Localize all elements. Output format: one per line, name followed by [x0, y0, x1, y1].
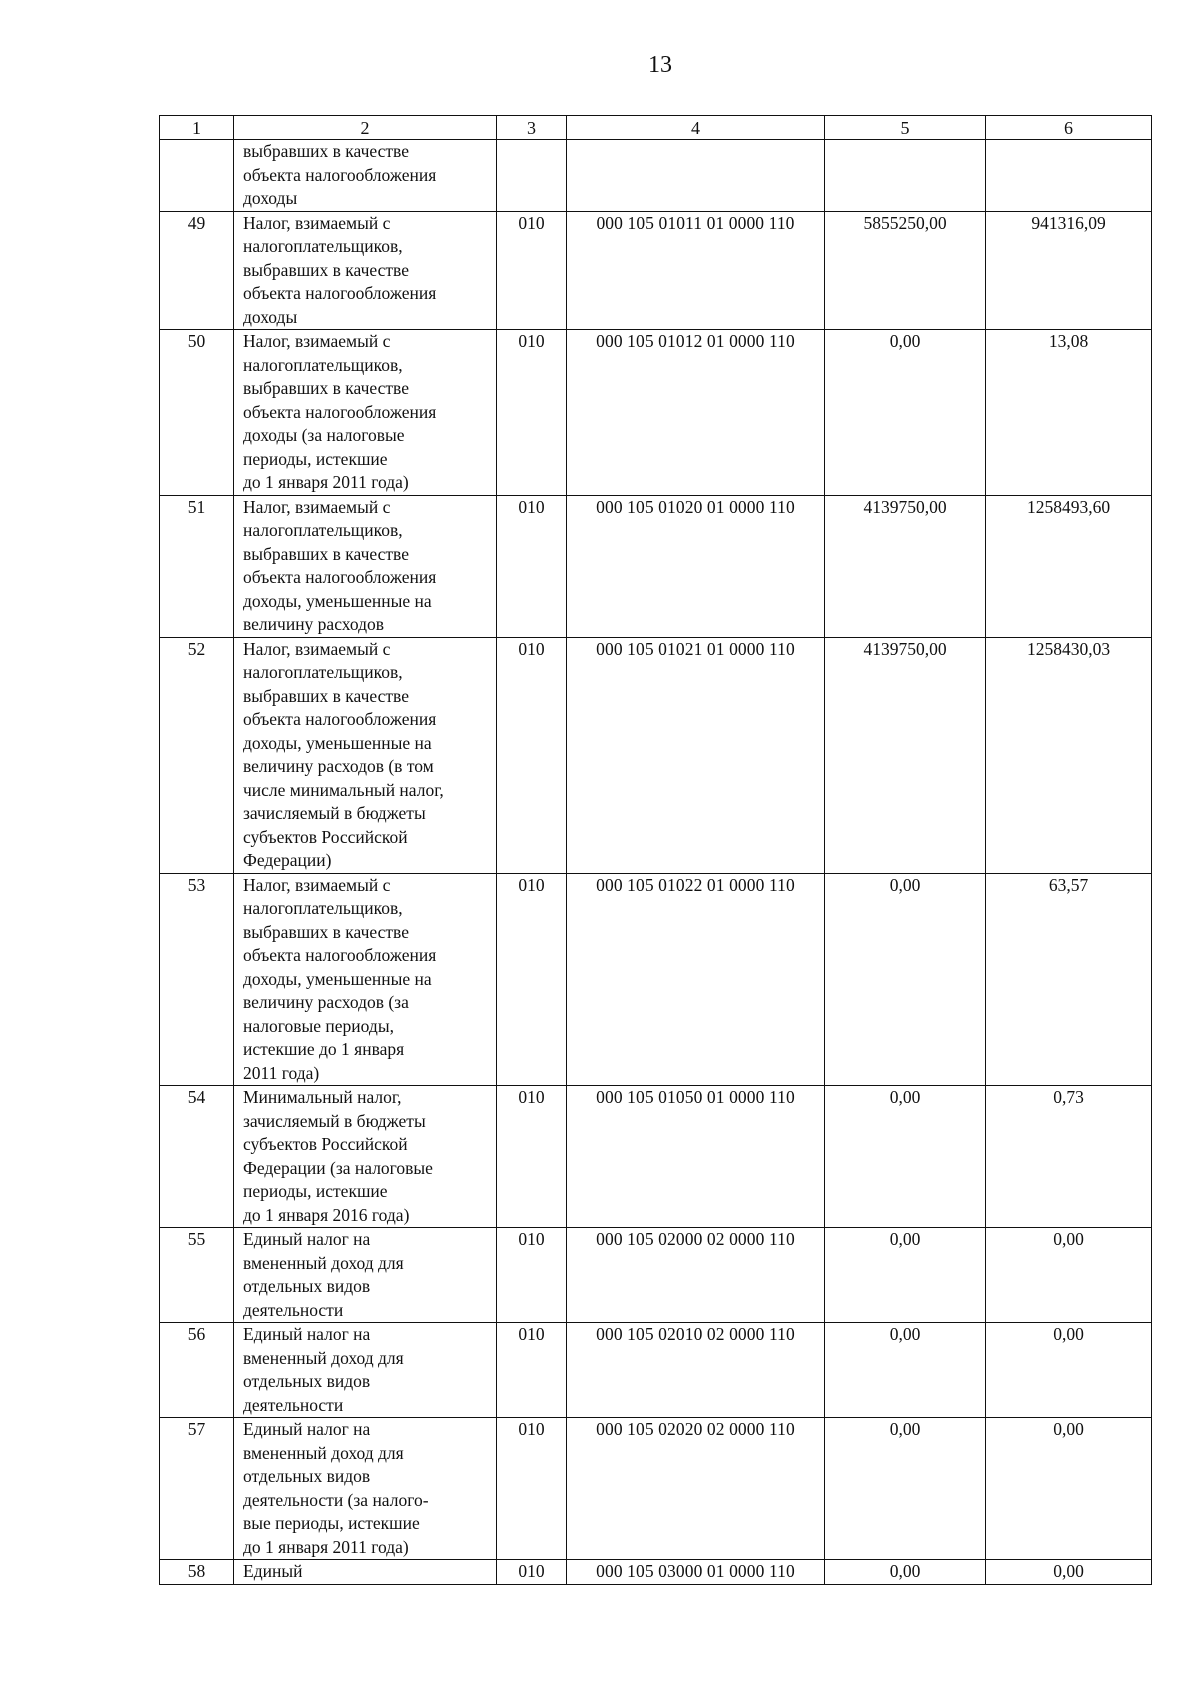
indicator-name-line: зачисляемый в бюджеты — [243, 803, 426, 823]
table-row — [160, 637, 1152, 873]
column-header: 4 — [567, 116, 825, 140]
indicator-name-cell — [234, 1086, 497, 1228]
indicator-name-line: налоговые периоды, — [243, 1015, 394, 1036]
executed-amount-cell — [986, 140, 1152, 212]
indicator-name-line: Федерации (за налоговые — [243, 1157, 433, 1178]
executed-amount-cell: 0,00 — [986, 1323, 1152, 1418]
line-code-cell: 010 — [497, 1560, 567, 1585]
page-number: 13 — [648, 52, 672, 78]
indicator-name-line: вмененный доход для — [243, 1347, 404, 1368]
indicator-name-line: вые периоды, истекшие — [243, 1513, 420, 1533]
budget-classification-code-cell: 000 105 03000 01 0000 110 — [567, 1560, 825, 1585]
table-row — [160, 873, 1152, 1086]
table-row — [160, 495, 1152, 637]
indicator-name-line: налогоплательщиков, — [243, 898, 403, 918]
indicator-name-line: доходы, уменьшенные на — [243, 590, 432, 611]
approved-amount-cell: 0,00 — [825, 1228, 986, 1323]
indicator-name-cell — [234, 1560, 497, 1585]
approved-amount-cell: 0,00 — [825, 1418, 986, 1560]
table-row — [160, 1560, 1152, 1585]
indicator-name-line: налогоплательщиков, — [243, 354, 403, 375]
indicator-name-cell — [234, 140, 497, 212]
line-code-cell: 010 — [497, 1086, 567, 1228]
indicator-name-line: Налог, взимаемый с — [243, 638, 391, 659]
indicator-name-line: выбравших в качестве — [243, 921, 409, 942]
indicator-name-line: деятельности — [243, 1394, 344, 1415]
row-number-cell: 56 — [160, 1323, 234, 1418]
table-row — [160, 140, 1152, 212]
line-code-cell: 010 — [497, 1418, 567, 1560]
executed-amount-cell: 63,57 — [986, 873, 1152, 1086]
indicator-name-line: налогоплательщиков, — [243, 236, 403, 256]
row-number-cell: 58 — [160, 1560, 234, 1585]
indicator-name-line: доходы (за налоговые — [243, 425, 405, 445]
indicator-name-line: выбравших в качестве — [243, 685, 409, 706]
indicator-name-line: отдельных видов — [243, 1276, 371, 1296]
indicator-name-line: доходы, уменьшенные на — [243, 732, 432, 753]
indicator-name-line: периоды, истекшие — [243, 1181, 388, 1201]
indicator-name-line: вмененный доход для — [243, 1442, 404, 1463]
executed-amount-cell: 13,08 — [986, 330, 1152, 496]
budget-classification-code-cell: 000 105 01021 01 0000 110 — [567, 637, 825, 873]
row-number-cell: 53 — [160, 873, 234, 1086]
budget-classification-code-cell: 000 105 02010 02 0000 110 — [567, 1323, 825, 1418]
line-code-cell: 010 — [497, 495, 567, 637]
indicator-name-line: субъектов Российской — [243, 1134, 408, 1154]
executed-amount-cell: 0,00 — [986, 1228, 1152, 1323]
executed-amount-cell: 1258430,03 — [986, 637, 1152, 873]
budget-classification-code-cell: 000 105 02000 02 0000 110 — [567, 1228, 825, 1323]
budget-classification-code-cell: 000 105 01022 01 0000 110 — [567, 873, 825, 1086]
approved-amount-cell: 4139750,00 — [825, 495, 986, 637]
indicator-name-line: Налог, взимаемый с — [243, 212, 391, 233]
executed-amount-cell: 0,73 — [986, 1086, 1152, 1228]
indicator-name-line: объекта налогообложения — [243, 945, 437, 965]
approved-amount-cell: 0,00 — [825, 1086, 986, 1228]
indicator-name-cell — [234, 1228, 497, 1323]
indicator-name-line: Единый — [243, 1561, 303, 1581]
budget-classification-code-cell: 000 105 02020 02 0000 110 — [567, 1418, 825, 1560]
row-number-cell: 49 — [160, 211, 234, 330]
executed-amount-cell: 0,00 — [986, 1560, 1152, 1585]
executed-amount-cell: 941316,09 — [986, 211, 1152, 330]
indicator-name-line: деятельности — [243, 1299, 344, 1320]
indicator-name-line: объекта налогообложения — [243, 401, 437, 422]
table-row — [160, 1323, 1152, 1418]
approved-amount-cell — [825, 140, 986, 212]
indicator-name-line: истекшие до 1 января — [243, 1039, 405, 1059]
row-number-cell: 50 — [160, 330, 234, 496]
row-number-cell: 57 — [160, 1418, 234, 1560]
indicator-name-line: выбравших в качестве — [243, 259, 409, 280]
indicator-name-line: периоды, истекшие — [243, 448, 388, 469]
indicator-name-line: Единый налог на — [243, 1419, 371, 1439]
budget-classification-code-cell: 000 105 01020 01 0000 110 — [567, 495, 825, 637]
approved-amount-cell: 0,00 — [825, 1323, 986, 1418]
line-code-cell: 010 — [497, 1323, 567, 1418]
row-number-cell: 52 — [160, 637, 234, 873]
row-number-cell: 51 — [160, 495, 234, 637]
budget-classification-code-cell: 000 105 01011 01 0000 110 — [567, 211, 825, 330]
approved-amount-cell: 5855250,00 — [825, 211, 986, 330]
approved-amount-cell: 4139750,00 — [825, 637, 986, 873]
indicator-name-line: зачисляемый в бюджеты — [243, 1110, 426, 1131]
table-row — [160, 211, 1152, 330]
row-number-cell — [160, 140, 234, 212]
line-code-cell: 010 — [497, 637, 567, 873]
indicator-name-line: 2011 года) — [243, 1062, 320, 1083]
indicator-name-line: налогоплательщиков, — [243, 520, 403, 540]
budget-classification-code-cell: 000 105 01050 01 0000 110 — [567, 1086, 825, 1228]
indicator-name-line: Единый налог на — [243, 1229, 371, 1249]
indicator-name-cell — [234, 873, 497, 1086]
indicator-name-line: до 1 января 2016 года) — [243, 1204, 410, 1225]
line-code-cell: 010 — [497, 873, 567, 1086]
indicator-name-line: доходы — [243, 188, 298, 208]
indicator-name-line: величину расходов — [243, 614, 384, 634]
indicator-name-line: субъектов Российской — [243, 826, 408, 847]
indicator-name-cell — [234, 495, 497, 637]
indicator-name-line: выбравших в качестве — [243, 378, 409, 398]
indicator-name-cell — [234, 637, 497, 873]
indicator-name-line: величину расходов (за — [243, 992, 409, 1012]
column-header: 5 — [825, 116, 986, 140]
table-row — [160, 330, 1152, 496]
indicator-name-line: объекта налогообложения — [243, 164, 437, 185]
indicator-name-line: объекта налогообложения — [243, 567, 437, 587]
indicator-name-line: выбравших в качестве — [243, 543, 409, 564]
indicator-name-cell — [234, 211, 497, 330]
indicator-name-line: доходы, уменьшенные на — [243, 968, 432, 989]
indicator-name-line: объекта налогообложения — [243, 283, 437, 303]
indicator-name-line: деятельности (за налого- — [243, 1489, 429, 1510]
indicator-name-line: числе минимальный налог, — [243, 779, 444, 800]
indicator-name-line: Налог, взимаемый с — [243, 496, 391, 517]
indicator-name-line: Федерации) — [243, 850, 332, 870]
line-code-cell: 010 — [497, 330, 567, 496]
column-header: 2 — [234, 116, 497, 140]
indicator-name-line: доходы — [243, 306, 298, 327]
row-number-cell: 55 — [160, 1228, 234, 1323]
indicator-name-line: величину расходов (в том — [243, 756, 434, 776]
approved-amount-cell: 0,00 — [825, 1560, 986, 1585]
indicator-name-line: до 1 января 2011 года) — [243, 1536, 409, 1557]
column-header: 1 — [160, 116, 234, 140]
executed-amount-cell: 1258493,60 — [986, 495, 1152, 637]
indicator-name-cell — [234, 330, 497, 496]
budget-classification-code-cell: 000 105 01012 01 0000 110 — [567, 330, 825, 496]
column-header: 3 — [497, 116, 567, 140]
indicator-name-line: вмененный доход для — [243, 1252, 404, 1273]
row-number-cell: 54 — [160, 1086, 234, 1228]
indicator-name-cell — [234, 1323, 497, 1418]
approved-amount-cell: 0,00 — [825, 873, 986, 1086]
indicator-name-line: Единый налог на — [243, 1324, 371, 1344]
indicator-name-line: отдельных видов — [243, 1466, 371, 1486]
indicator-name-line: Минимальный налог, — [243, 1087, 402, 1107]
budget-revenue-table — [159, 115, 1152, 1585]
indicator-name-line: Налог, взимаемый с — [243, 331, 391, 351]
indicator-name-line: объекта налогообложения — [243, 709, 437, 729]
line-code-cell — [497, 140, 567, 212]
indicator-name-line: Налог, взимаемый с — [243, 874, 391, 895]
line-code-cell: 010 — [497, 1228, 567, 1323]
indicator-name-cell — [234, 1418, 497, 1560]
indicator-name-line: отдельных видов — [243, 1371, 371, 1391]
table-row — [160, 1086, 1152, 1228]
indicator-name-line: налогоплательщиков, — [243, 662, 403, 682]
table-header-row — [160, 116, 1152, 140]
table-row — [160, 1228, 1152, 1323]
line-code-cell: 010 — [497, 211, 567, 330]
approved-amount-cell: 0,00 — [825, 330, 986, 496]
indicator-name-line: выбравших в качестве — [243, 141, 409, 161]
executed-amount-cell: 0,00 — [986, 1418, 1152, 1560]
indicator-name-line: до 1 января 2011 года) — [243, 472, 409, 492]
column-header: 6 — [986, 116, 1152, 140]
table-row — [160, 1418, 1152, 1560]
budget-classification-code-cell — [567, 140, 825, 212]
